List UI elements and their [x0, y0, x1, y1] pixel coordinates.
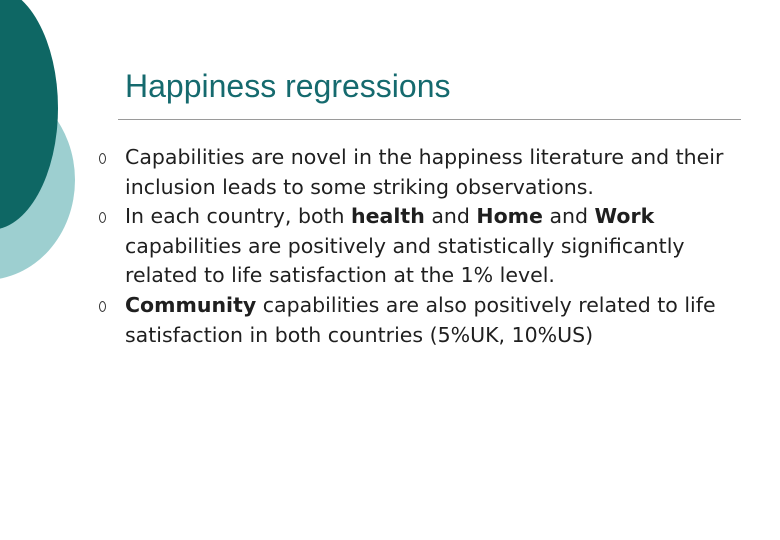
- bullet-text: and: [542, 204, 595, 229]
- bullet-ring-icon: [99, 212, 106, 223]
- bullet-item-1: [0, 143, 725, 202]
- bullet-item-3: [0, 291, 725, 350]
- bullet-text: and: [424, 204, 477, 229]
- bullet-bold-term: health: [351, 204, 425, 229]
- slide-title: Happiness regressions: [125, 68, 451, 104]
- bullet-text: capabilities are positively and statistically significantly related to life satisfaction at the 1% level.: [125, 233, 685, 288]
- bullet-bold-term: Work: [594, 204, 655, 229]
- bullet-ring-icon: [99, 301, 106, 312]
- bullet-bold-term: Home: [476, 204, 543, 229]
- title-divider: [118, 119, 741, 120]
- bullet-ring-icon: [99, 153, 106, 164]
- bullet-text: Capabilities are novel in the happiness literature and their inclusion leads to some striking observations.: [125, 145, 724, 199]
- bullet-text: capabilities are also positively related to life satisfaction in both countries (5%UK, 10%US): [125, 292, 716, 347]
- bullet-list: [0, 143, 725, 350]
- bullet-text: In each country, both: [125, 204, 352, 229]
- bullet-item-2: [0, 202, 725, 291]
- bullet-bold-term: Community: [125, 292, 257, 317]
